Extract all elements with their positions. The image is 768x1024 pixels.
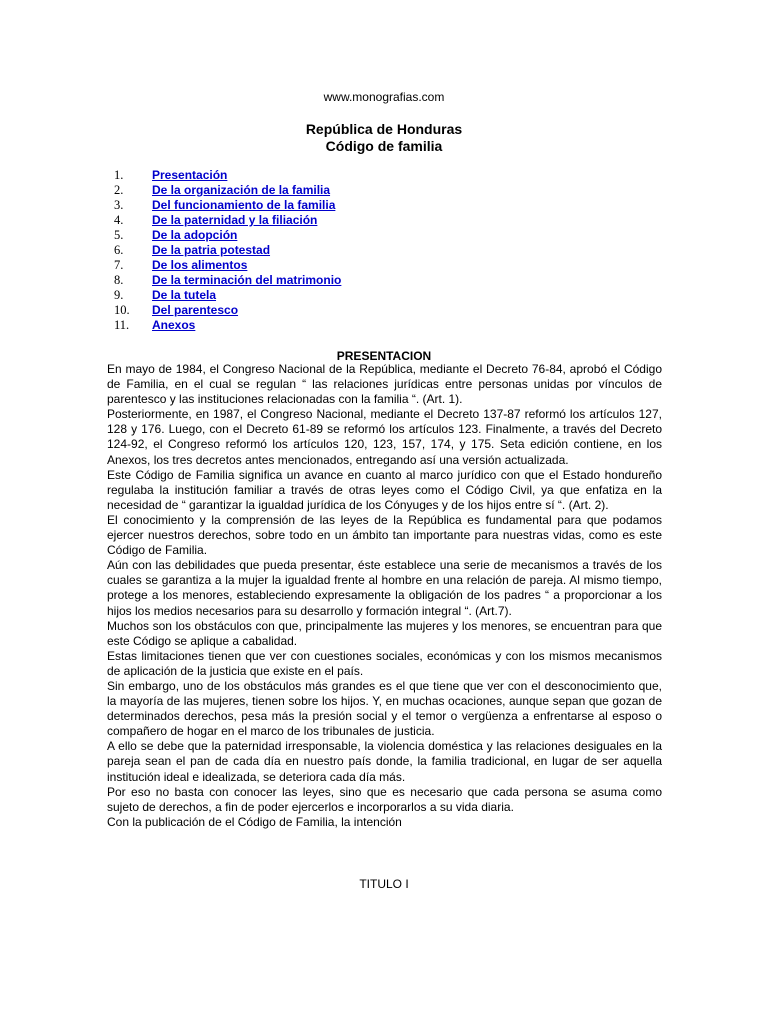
- toc-number: 7.: [114, 258, 124, 272]
- toc-item: [110, 198, 341, 213]
- title-line-1: República de Honduras: [305, 121, 463, 137]
- toc-number: 5.: [114, 228, 124, 242]
- toc-link-presentacion[interactable]: Presentación: [152, 168, 228, 182]
- toc-item: [110, 318, 341, 333]
- toc-item: [110, 243, 341, 258]
- paragraph: Este Código de Familia significa un avance en cuanto al marco jurídico con que el Estado hondureño regulaba la institución familiar a través de otras leyes como el Código Civil, ya que enfatiza en la necesidad de “ garantizar la igualdad jurídica de los Cónyuges y de los hijos entre sí “. (Art. 2).: [107, 467, 662, 512]
- toc-item: [110, 213, 341, 228]
- toc-item: [110, 168, 341, 183]
- toc-link-paternidad[interactable]: De la paternidad y la filiación: [152, 213, 318, 227]
- toc-number: 3.: [114, 198, 124, 212]
- toc-item: [110, 273, 341, 288]
- toc-item: [110, 228, 341, 243]
- site-url: www.monografias.com: [323, 90, 445, 104]
- toc-item: [110, 183, 341, 198]
- section-heading: PRESENTACION: [336, 349, 432, 363]
- toc-number: 11.: [114, 318, 130, 332]
- toc-link-terminacion[interactable]: De la terminación del matrimonio: [152, 273, 342, 287]
- title-line-2: Código de familia: [325, 138, 443, 154]
- paragraph: Con la publicación de el Código de Familia, la intención: [107, 814, 402, 829]
- chapter-heading: TITULO I: [359, 877, 409, 891]
- document-title: [0, 121, 768, 155]
- paragraph: Muchos son los obstáculos con que, principalmente las mujeres y los menores, se encuentran para que este Código se aplique a cabalidad.: [107, 618, 662, 648]
- toc-number: 6.: [114, 243, 124, 257]
- paragraph: A ello se debe que la paternidad irresponsable, la violencia doméstica y las relaciones desiguales en la pareja sean el pan de cada día en nuestro país donde, la familia tradicional, en lugar de ser aquella institución ideal e idealizada, se deteriora cada día más.: [107, 739, 662, 784]
- paragraph: Aún con las debilidades que pueda presentar, éste establece una serie de mecanismos a través de los cuales se garantiza a la mujer la igualdad frente al hombre en una relación de pareja. Al mismo tiempo, protege a los menores, estableciendo expresamente la obligación de los padres “ a proporcionar a los hijos los medios necesarios para su desarrollo y formación integral “. (Art.7).: [107, 558, 662, 618]
- toc-item: [110, 303, 341, 318]
- toc-number: 9.: [114, 288, 124, 302]
- paragraph: Por eso no basta con conocer las leyes, sino que es necesario que cada persona se asuma como sujeto de derechos, a fin de poder ejercerlos e incorporarlos a su vida diaria.: [107, 784, 662, 814]
- toc-link-parentesco[interactable]: Del parentesco: [152, 303, 239, 317]
- toc-link-adopcion[interactable]: De la adopción: [152, 228, 238, 242]
- toc-item: [110, 258, 341, 273]
- toc-link-tutela[interactable]: De la tutela: [152, 288, 217, 302]
- toc-item: [110, 288, 341, 303]
- paragraph: Estas limitaciones tienen que ver con cuestiones sociales, económicas y con los mismos mecanismos de aplicación de la justicia que existe en el país.: [107, 648, 662, 678]
- toc-link-anexos[interactable]: Anexos: [152, 318, 196, 332]
- paragraph: En mayo de 1984, el Congreso Nacional de la República, mediante el Decreto 76-84, aprobó el Código de Familia, en el cual se regulan “ las relaciones jurídicas entre personas unidas por vínculos de parentesco y las instituciones relacionadas con la familia “. (Art. 1).: [107, 362, 662, 407]
- toc-number: 2.: [114, 183, 124, 197]
- paragraph: Sin embargo, uno de los obstáculos más grandes es el que tiene que ver con el desconocimiento que, la mayoría de las mujeres, tienen sobre los hijos. Y, en muchas ocaciones, aunque sepan que gozan de determinados derechos, pesa más la presión social y el temor o vergüenza a enfrentarse al esposo o compañero de hogar en el marco de los tribunales de justicia.: [107, 678, 662, 739]
- toc-link-alimentos[interactable]: De los alimentos: [152, 258, 248, 272]
- toc-link-organizacion[interactable]: De la organización de la familia: [152, 183, 331, 197]
- table-of-contents: [110, 168, 341, 333]
- toc-number: 4.: [114, 213, 124, 227]
- toc-number: 1.: [114, 168, 124, 182]
- toc-link-funcionamiento[interactable]: Del funcionamiento de la familia: [152, 198, 336, 212]
- toc-number: 10.: [114, 303, 130, 317]
- toc-number: 8.: [114, 273, 124, 287]
- paragraph: Posteriormente, en 1987, el Congreso Nacional, mediante el Decreto 137-87 reformó los artículos 127, 128 y 176. Luego, con el Decreto 61-89 se reformó los artículos 123. Finalmente, a través del Decreto 124-92, el Congreso reformó los artículos 120, 123, 157, 174, y 175. Seta edición contiene, en los Anexos, los tres decretos antes mencionados, entregando así una versión actualizada.: [107, 407, 662, 467]
- toc-link-patria-potestad[interactable]: De la patria potestad: [152, 243, 271, 257]
- paragraph: El conocimiento y la comprensión de las leyes de la República es fundamental para que podamos ejercer nuestros derechos, sobre todo en un ámbito tan importante para nuestras vidas, como es este Código de Familia.: [107, 512, 662, 558]
- body-text: [107, 362, 662, 830]
